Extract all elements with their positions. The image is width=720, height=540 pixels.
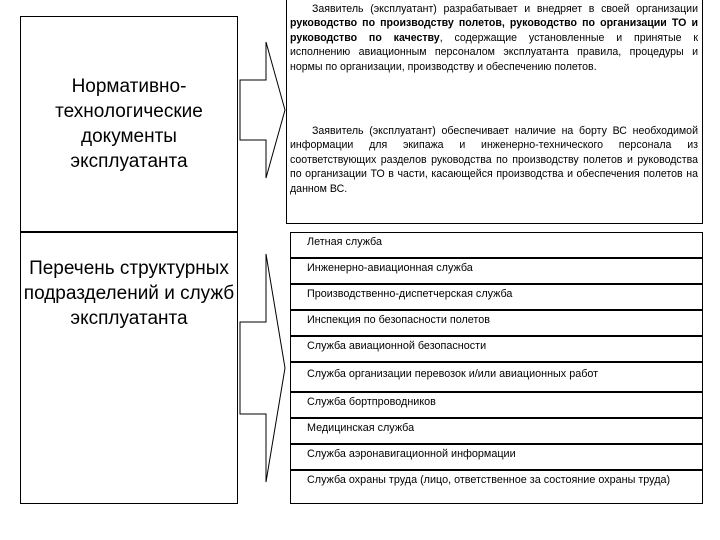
service-item-2: Инженерно-авиационная служба: [290, 258, 703, 284]
para1-bold: руководство по производству полетов, руководство по организации ТО и руководство по качеству: [290, 17, 698, 44]
service-item-9: Служба аэронавигационной информации: [290, 444, 703, 470]
service-item-3: Производственно-диспетчерская служба: [290, 284, 703, 310]
arrow-bottom-icon: [238, 252, 288, 484]
service-item-7: Служба бортпроводников: [290, 392, 703, 418]
departments-box: [20, 232, 238, 504]
arrow-top-icon: [238, 40, 288, 180]
service-item-1: Летная служба: [290, 232, 703, 258]
departments-title: Перечень структурных подразделений и служб эксплуатанта: [23, 257, 235, 329]
service-item-4: Инспекция по безопасности полетов: [290, 310, 703, 336]
documents-paragraph-2: Заявитель (эксплуатант) обеспечивает наличие на борту ВС необходимой информации для экипажа и инженерно-технического персонала из соответствующих разделов руководства по производству полетов и руководства по организации ТО в части, касающейся производства и обеспечения полетов на данном ВС.: [290, 125, 698, 195]
para1-end: , содержащие установленные и принятые к исполнению авиационным персоналом эксплуатанта правила, процедуры и нормы по организации, производству и обеспечению полетов.: [290, 31, 698, 73]
service-item-6: Служба организации перевозок и/или авиационных работ: [290, 362, 703, 392]
service-item-8: Медицинская служба: [290, 418, 703, 444]
service-item-5: Служба авиационной безопасности: [290, 336, 703, 362]
documents-title: Нормативно-технологические документы эксплуатанта: [55, 76, 203, 172]
documents-box: [20, 16, 238, 232]
documents-paragraph-1: [290, 2, 698, 74]
para1-start: Заявитель (эксплуатант) разрабатывает и внедряет в своей организации: [312, 3, 698, 15]
service-item-10: Служба охраны труда (лицо, ответственное за состояние охраны труда): [290, 470, 703, 504]
